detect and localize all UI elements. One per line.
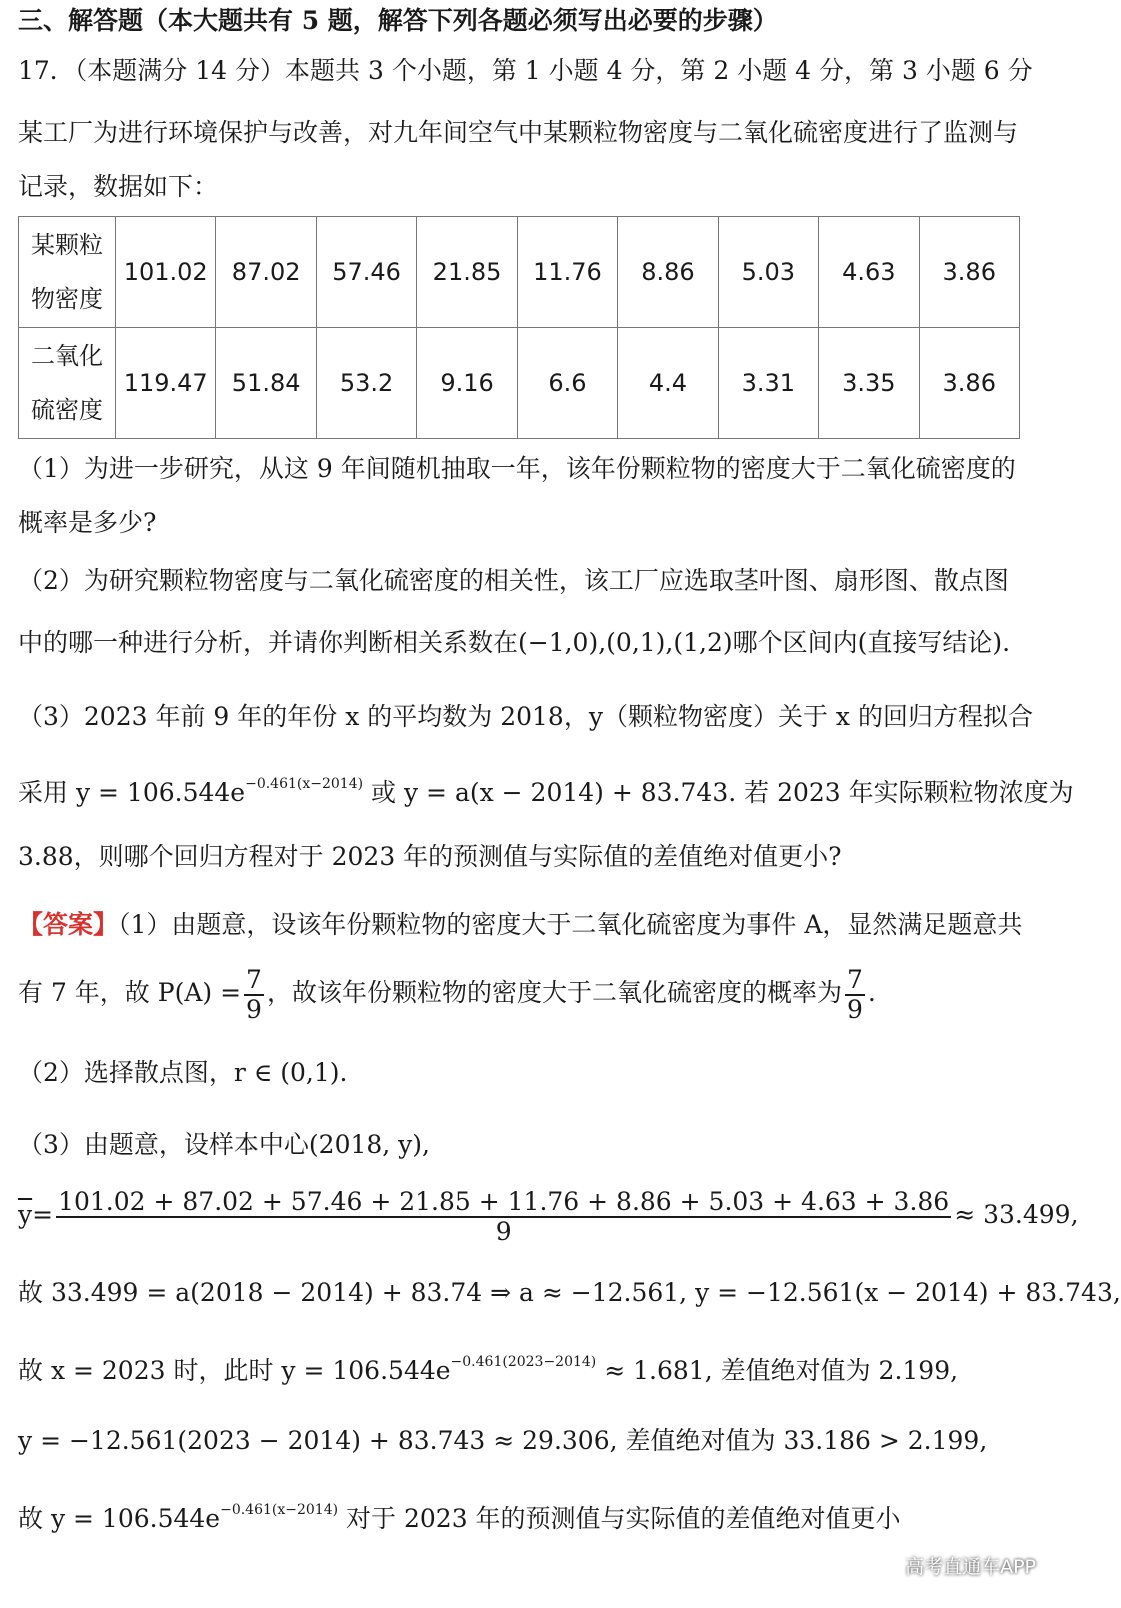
- table-cell: 51.84: [216, 328, 316, 439]
- fraction: $\frac{7}{9}$: [246, 965, 262, 1024]
- question-2-line-2: 中的哪一种进行分析，并请你判断相关系数在(−1,0),(0,1),(1,2)哪个区间内(直接写结论).: [18, 628, 1011, 657]
- table-cell: 9.16: [417, 328, 517, 439]
- answer-3-ybar-equation: $\overline{y}=$ 101.02 + 87.02 + 57.46 + 21.85 + 11.76 + 8.86 + 5.03 + 4.63 + 3.86 9 ≈ 33.499,: [18, 1187, 1079, 1246]
- answer-1-line-2: 有 7 年，故 P(A) = $\frac{7}{9}$ ，故该年份颗粒物的密度大于二氧化硫密度的概率为 $\frac{7}{9}$ .: [18, 965, 876, 1024]
- answer-3-line-3: 故 33.499 = a(2018 − 2014) + 83.74 ⇒ a ≈ −12.561, y = −12.561(x − 2014) + 83.743,: [18, 1278, 1121, 1307]
- question-2-line-1: （2）为研究颗粒物密度与二氧化硫密度的相关性，该工厂应选取茎叶图、扇形图、散点图: [18, 566, 1009, 595]
- table-cell: 5.03: [718, 217, 818, 328]
- table-cell: 4.4: [618, 328, 718, 439]
- table-cell: 87.02: [216, 217, 316, 328]
- table-cell: 3.35: [819, 328, 919, 439]
- exponent: −0.461(x−2014): [220, 1501, 339, 1518]
- table-cell: 11.76: [517, 217, 617, 328]
- table-cell: 4.63: [819, 217, 919, 328]
- table-cell: 3.31: [718, 328, 818, 439]
- answer-2: （2）选择散点图，r ∈ (0,1).: [18, 1058, 348, 1087]
- answer-1-line-1: 【答案】（1）由题意，设该年份颗粒物的密度大于二氧化硫密度为事件 A，显然满足题意共: [18, 910, 1023, 939]
- row-header-sulfur-dioxide: 二氧化 硫密度: [19, 328, 116, 439]
- table-cell: 6.6: [517, 328, 617, 439]
- table-cell: 101.02: [116, 217, 216, 328]
- table-cell: 21.85: [417, 217, 517, 328]
- answer-3-line-4: 故 x = 2023 时，此时 $y = 106.544e^{-0.461(2023-2014)} \approx 1.681$, 差值绝对值为 2.199,: [18, 1353, 959, 1385]
- table-cell: 119.47: [116, 328, 216, 439]
- table-cell: 53.2: [316, 328, 416, 439]
- question-3-line-2: 采用 $y = 106.544e^{-0.461(x-2014)}$ 或 y = a(x − 2014) + 83.743. 若 2023 年实际颗粒物浓度为: [18, 775, 1074, 807]
- intro-line-2: 记录，数据如下：: [18, 172, 219, 201]
- question-1-line-1: （1）为进一步研究，从这 9 年间随机抽取一年，该年份颗粒物的密度大于二氧化硫密度的: [18, 454, 1016, 483]
- app-watermark: 高考直通车APP: [905, 1556, 1036, 1578]
- ybar-fraction: 101.02 + 87.02 + 57.46 + 21.85 + 11.76 + 8.86 + 5.03 + 4.63 + 3.86 9: [58, 1187, 950, 1246]
- fraction: $\frac{7}{9}$: [846, 965, 863, 1024]
- question-17-header: 17．（本题满分 14 分）本题共 3 个小题，第 1 小题 4 分，第 2 小题 4 分，第 3 小题 6 分: [18, 56, 1033, 85]
- exponent: −0.461(x−2014): [245, 775, 364, 792]
- answer-3-line-1: （3）由题意，设样本中心(2018, y),: [18, 1130, 431, 1159]
- table-cell: 8.86: [618, 217, 718, 328]
- data-table: [18, 216, 1020, 439]
- question-3-line-3: 3.88，则哪个回归方程对于 2023 年的预测值与实际值的差值绝对值更小?: [18, 842, 842, 871]
- table-row-sulfur-dioxide: [19, 328, 1020, 439]
- answer-3-line-6: 故 $y = 106.544e^{-0.461(x-2014)}$ 对于 2023 年的预测值与实际值的差值绝对值更小: [18, 1501, 901, 1533]
- question-3-line-1: （3）2023 年前 9 年的年份 x 的平均数为 2018，y（颗粒物密度）关于 x 的回归方程拟合: [18, 702, 1033, 731]
- answer-label: 【答案】: [18, 910, 119, 939]
- exponent: −0.461(2023−2014): [450, 1353, 597, 1370]
- table-cell: 57.46: [316, 217, 416, 328]
- answer-3-line-5: y = −12.561(2023 − 2014) + 83.743 ≈ 29.306, 差值绝对值为 33.186 > 2.199,: [18, 1426, 988, 1455]
- section-title: 三、解答题（本大题共有 5 题，解答下列各题必须写出必要的步骤）: [18, 6, 778, 35]
- row-header-particulate: 某颗粒 物密度: [19, 217, 116, 328]
- table-row-particulate: [19, 217, 1020, 328]
- table-cell: 3.86: [919, 217, 1020, 328]
- intro-line-1: 某工厂为进行环境保护与改善，对九年间空气中某颗粒物密度与二氧化硫密度进行了监测与: [18, 118, 1019, 147]
- question-1-line-2: 概率是多少?: [18, 508, 157, 537]
- table-cell: 3.86: [919, 328, 1020, 439]
